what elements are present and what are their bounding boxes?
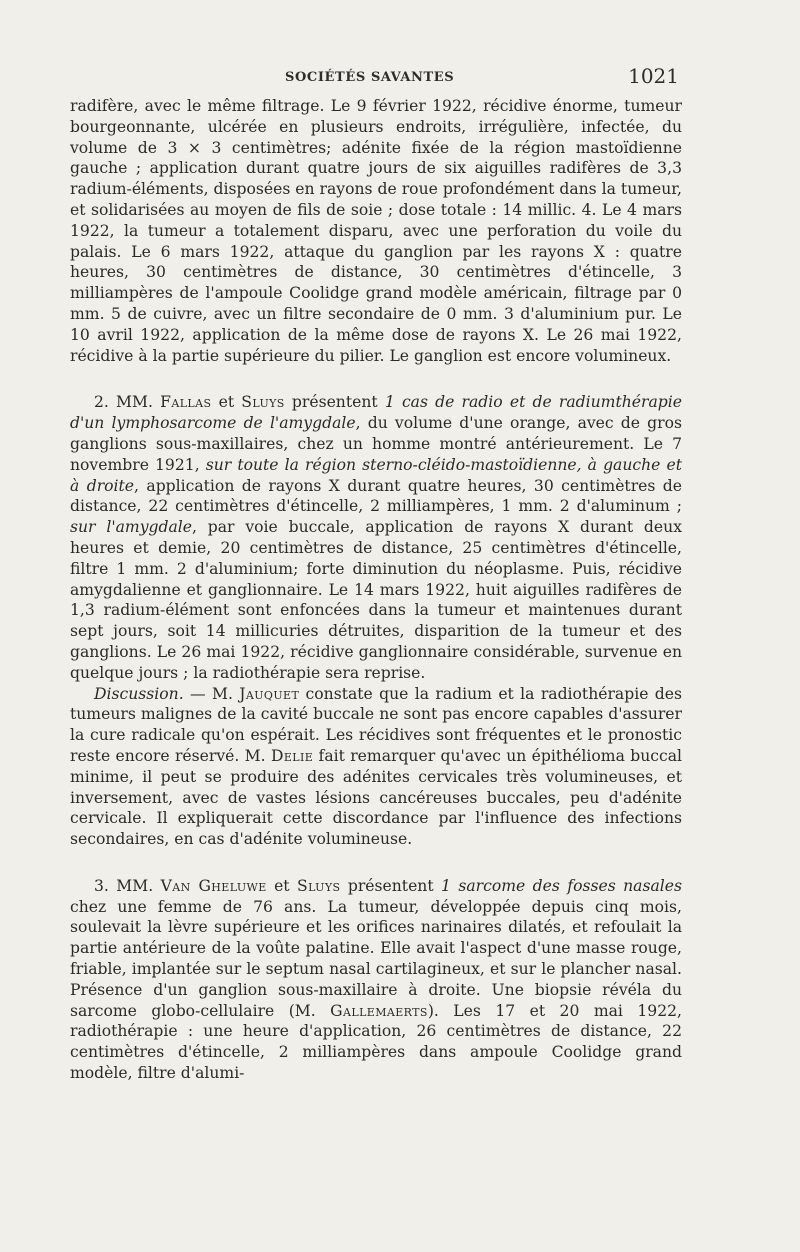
- item-number: 3. MM.: [94, 876, 154, 895]
- text-fragment: et: [211, 393, 242, 412]
- author-name: Sluys: [241, 393, 285, 412]
- text-fragment: ). Les 17 et 20 mai 1922, radiothérapie : une heure d'application, 26 centimètres de distance, 22 centimètres d'étincelle, 2 milliampères dans ampoule Coolidge grand modèle, filtre d'alumi-: [70, 1001, 682, 1083]
- discussion-paragraph: [70, 684, 682, 850]
- paragraph-3: [70, 876, 682, 1084]
- text-fragment: chez une femme de 76 ans. La tumeur, développée depuis cinq mois, soulevait la lèvre supérieure et les orifices narinaires dilatés, et refoulait la partie antérieure de la voûte palatine. Elle avait l'aspect d'une masse rouge, friable, implantée sur le septum nasal cartilagineux, et sur le plancher nasal. Présence d'un ganglion sous-maxillaire à droite. Une biopsie révéla du sarcome globo-cellulaire (M.: [70, 897, 682, 1020]
- author-name: Fallas: [160, 393, 212, 412]
- author-name: Sluys: [296, 876, 341, 895]
- location-phrase: sur l'amygdale: [70, 518, 192, 537]
- text-fragment: , du volume d'une orange, avec de gros ganglions sous-maxillaires, chez un homme montré antérieurement. Le 7 novembre 1921,: [70, 414, 682, 474]
- case-title: 1 cas de radio et de radiumthérapie d'un lymphosarcome de l'amygdale: [70, 393, 682, 433]
- running-title: SOCIÉTÉS SAVANTES: [285, 70, 455, 85]
- item-number: 2. MM.: [94, 393, 153, 412]
- paragraph-gap: [70, 850, 682, 876]
- author-name: Delie: [270, 746, 314, 765]
- text-fragment: présentent: [340, 876, 442, 895]
- text-fragment: , application de rayons X durant quatre heures, 30 centimètres de distance, 22 centimètres d'étincelle, 2 milliampères, 1 mm. 2 d'aluminum ;: [70, 476, 683, 516]
- text-fragment: — M.: [183, 684, 240, 703]
- page-number: 1021: [628, 64, 679, 88]
- author-name: Jauquet: [239, 684, 300, 703]
- paragraph-gap: [70, 366, 682, 392]
- text-fragment: présentent: [284, 393, 385, 412]
- case-title: 1 sarcome des fosses nasales: [441, 876, 682, 895]
- body-text: [70, 96, 682, 1084]
- paragraph-2: [70, 392, 682, 683]
- document-page: [70, 60, 682, 1200]
- text-fragment: constate que la radium et la radiothérapie des tumeurs malignes de la cavité buccale ne sont pas encore capables d'assurer la cure radicale qu'on espérait. Les récidives sont fréquentes et le pronostic reste encore réservé. M.: [70, 684, 682, 765]
- text-fragment: , par voie buccale, application de rayons X durant deux heures et demie, 20 centimètres de distance, 25 centimètres d'étincelle, filtre 1 mm. 2 d'aluminium; forte diminution du néoplasme. Puis, récidive amygdalienne et ganglionnaire. Le 14 mars 1922, huit aiguilles radifères de 1,3 radium-élément sont enfoncées dans la tumeur et maintenues durant sept jours, soit 14 millicuries détruites, disparition de la tumeur et des ganglions. Le 26 mai 1922, récidive ganglionnaire considérable, survenue en quelque jours ; la radiothérapie sera reprise.: [70, 518, 682, 682]
- text-fragment: fait remarquer qu'avec un épithélioma buccal minime, il peut se produire des adénites cervicales très volumineuses, et inversement, avec de vastes lésions cancéreuses buccales, peu d'adénite cervicale. Il expliquerait cette discordance par l'influence des infections secondaires, en cas d'adénite volumineuse.: [70, 746, 682, 849]
- running-head: [70, 60, 682, 96]
- paragraph-1: radifère, avec le même filtrage. Le 9 février 1922, récidive énorme, tumeur bourgeonnante, ulcérée en plusieurs endroits, irrégulière, infectée, du volume de 3 × 3 centimètres; adénite fixée de la région mastoïdienne gauche ; application durant quatre jours de six aiguilles radifères de 3,3 radium-éléments, disposées en rayons de roue profondément dans la tumeur, et solidarisées au moyen de fils de soie ; dose totale : 14 millic. 4. Le 4 mars 1922, la tumeur a totalement disparu, avec une perforation du voile du palais. Le 6 mars 1922, attaque du ganglion par les rayons X : quatre heures, 30 centimètres de distance, 30 centimètres d'étincelle, 3 milliampères de l'ampoule Coolidge grand modèle américain, filtrage par 0 mm. 5 de cuivre, avec un filtre secondaire de 0 mm. 3 d'aluminium pur. Le 10 avril 1922, application de la même dose de rayons X. Le 26 mai 1922, récidive à la partie supérieure du pilier. Le ganglion est encore volumineux.: [70, 97, 682, 365]
- author-name: Van Gheluwe: [160, 876, 267, 895]
- discussion-label: Discussion.: [94, 684, 184, 703]
- text-fragment: et: [266, 876, 297, 895]
- author-name: Gallemaerts: [330, 1001, 428, 1020]
- location-phrase: sur toute la région sterno-cléido-mastoïdienne, à gauche et à droite: [70, 455, 682, 495]
